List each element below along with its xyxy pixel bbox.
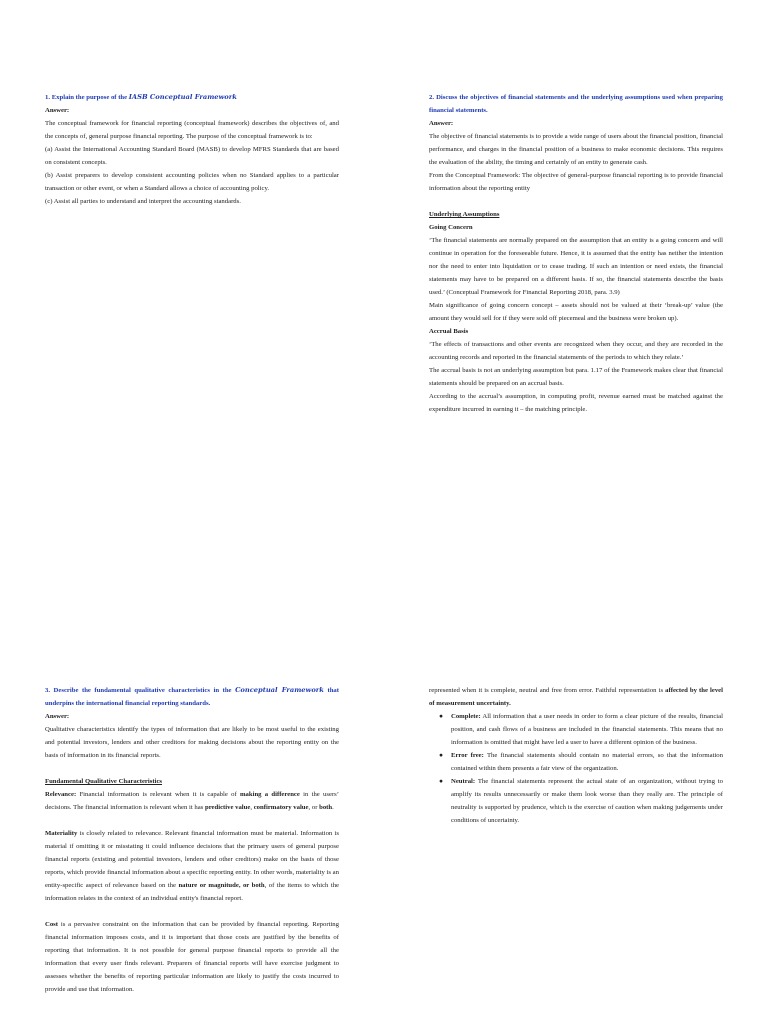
answer-label: Answer: xyxy=(429,120,454,127)
accrual-basis-matching: According to the accrual’s assumption, in computing profit, revenue earned must be matched against the expenditure incurred in earning it – the matching principle. xyxy=(429,393,723,413)
error-free-text: The financial statements should contain no material errors, so that the information contained within them presents a fair view of the organization. xyxy=(451,752,723,772)
faithful-representation-list xyxy=(429,710,723,827)
faithful-representation-intro xyxy=(429,684,723,710)
spacer xyxy=(45,905,339,918)
relevance-emphasis: making a difference xyxy=(239,791,300,798)
relevance-text: . xyxy=(332,804,334,811)
q2-paragraph-1: The objective of financial statements is to provide a wide range of users about the financial position, financial performance, and charges in the financial position of a business to make economic decisions. This requires the evaluation of the ability, the timing and certainly of an entity to generate cash. xyxy=(429,133,723,166)
question-3-text: 3. Describe the fundamental qualitative characteristics in the xyxy=(45,687,236,694)
q3-intro: Qualitative characteristics identify the types of information that are likely to be most useful to the existing and potential investors, lenders and other creditors for making decisions about the reporting entity on the basis of information in its financial reports. xyxy=(45,726,339,759)
spacer xyxy=(429,195,723,208)
faithful-representation-text: represented when it is complete, neutral and free from error. Faithful representation is xyxy=(429,687,666,694)
question-2-panel xyxy=(429,91,723,416)
materiality-paragraph xyxy=(45,827,339,905)
going-concern-quote: ‘The financial statements are normally prepared on the assumption that an entity is a going concern and will continue in operation for the foreseeable future. Hence, it is assumed that the entity has neither the intention nor the need to enter into liquidation or to cease trading. If such an intention or need exists, the financial statements may have to be prepared on a different basis. If so, the financial statements describe the basis used.’ (Conceptual Framework for Financial Reporting 2018, para. 3.9) xyxy=(429,237,723,296)
question-3-text-end: that underpins the international financial reporting standards. xyxy=(45,687,339,707)
complete-label: Complete: xyxy=(451,713,481,720)
q1-item-c: (c) Assist all parties to understand and interpret the accounting standards. xyxy=(45,198,241,205)
complete-text: All information that a user needs in order to form a clear picture of the results, financial position, and cash flows of a business are included in the financial statements. This means that no information is omitted that might have led a user to have a different opinion of the business. xyxy=(451,713,723,746)
question-1-text: 1. Explain the purpose of the xyxy=(45,94,129,101)
materiality-text: is closely related to relevance. Relevant financial information must be material. Information is material if omitting it or misstating it could influence decisions that the primary users of general purpose financial reports (existing and potential investors, lenders and other creditors) make on the basis of those reports, which provide financial information about a specific reporting entity. In other words, materiality is an entity-specific aspect of relevance based on the xyxy=(45,830,339,889)
question-1-script-term: IASB Conceptual Framework xyxy=(128,93,237,101)
relevance-label: Relevance: xyxy=(45,791,77,798)
list-item-complete xyxy=(439,710,723,749)
relevance-text: Financial information is relevant when it is capable of xyxy=(76,791,240,798)
q1-item-b: (b) Assist preparers to develop consistent accounting policies when no Standard applies to a particular transaction or other event, or when a Standard allows a choice of accounting policy. xyxy=(45,172,339,192)
materiality-label: Materiality xyxy=(45,830,78,837)
question-2-heading: 2. Discuss the objectives of financial statements and the underlying assumptions used when preparing financial statements. xyxy=(429,94,723,114)
accrual-basis-note: The accrual basis is not an underlying assumption but para. 1.17 of the Framework makes clear that financial statements should be prepared on an accrual basis. xyxy=(429,367,723,387)
bullet-icon: ● xyxy=(439,752,444,759)
relevance-emphasis: confirmatory value xyxy=(253,804,309,811)
list-item-error-free xyxy=(439,749,723,775)
bullet-icon: ● xyxy=(439,713,444,720)
relevance-text: , or xyxy=(308,804,320,811)
question-3-continued-panel xyxy=(429,684,723,827)
answer-label: Answer: xyxy=(45,713,70,720)
spacer xyxy=(45,762,339,775)
faithful-representation-emphasis: affected by the level of measurement uncertainty. xyxy=(429,687,724,707)
answer-label: Answer: xyxy=(45,107,70,114)
question-3-panel xyxy=(45,684,339,996)
q2-paragraph-2: From the Conceptual Framework: The objective of general-purpose financial reporting is to provide financial information about the reporting entity xyxy=(429,172,723,192)
relevance-emphasis: both xyxy=(319,804,333,811)
question-3-heading xyxy=(45,684,339,710)
neutral-text: The financial statements represent the actual state of an organization, without trying to amplify its results unnecessarily or make them look worse than they really are. The principle of neutrality is supported by prudence, which is the exercise of caution when making judgements under conditions of uncertainty. xyxy=(451,778,723,824)
cost-label: Cost xyxy=(45,921,59,928)
relevance-text: in the users’ decisions. The financial information is relevant when it has xyxy=(45,791,340,811)
accrual-basis-heading: Accrual Basis xyxy=(429,328,469,335)
cost-text: is a pervasive constraint on the information that can be provided by financial reporting. Reporting financial information imposes costs, and it is important that those costs are justified by the benefits of reporting that information. It is not possible for general purpose financial reports to provide all the information that every user finds relevant. Preparers of financial reports will have exercise judgment to assesses whether the benefits of reporting particular information are likely to justify the costs incurred to provide and use that information. xyxy=(45,921,339,993)
error-free-label: Error free: xyxy=(451,752,484,759)
question-3-script-term: Conceptual Framework xyxy=(235,686,324,694)
accrual-basis-quote: ‘The effects of transactions and other events are recognized when they occur, and they are recorded in the accounting records and reported in the financial statements of the periods to which they relate.’ xyxy=(429,341,723,361)
materiality-emphasis: nature or magnitude, or both xyxy=(178,882,265,889)
fqc-heading: Fundamental Qualitative Characteristics xyxy=(45,778,163,785)
underlying-assumptions-heading: Underlying Assumptions xyxy=(429,211,500,218)
question-1-heading xyxy=(45,91,339,104)
neutral-label: Neutral: xyxy=(451,778,476,785)
relevance-text: , xyxy=(250,804,254,811)
cost-paragraph xyxy=(45,918,339,996)
spacer xyxy=(45,814,339,827)
q1-item-a: (a) Assist the International Accounting Standard Board (MASB) to develop MFRS Standards that are based on consistent concepts. xyxy=(45,146,339,166)
relevance-paragraph xyxy=(45,788,339,814)
question-1-panel xyxy=(45,91,339,208)
bullet-icon: ● xyxy=(439,778,444,785)
relevance-emphasis: predictive value xyxy=(204,804,251,811)
list-item-neutral xyxy=(439,775,723,827)
q1-intro: The conceptual framework for financial reporting (conceptual framework) describes the objectives of, and the concepts of, general purpose financial reporting. The purpose of the conceptual framework is to: xyxy=(45,120,339,140)
materiality-text: , of the items to which the information relates in the context of an individual entity's financial report. xyxy=(45,882,340,902)
going-concern-heading: Going Concern xyxy=(429,224,473,231)
going-concern-significance: Main significance of going concern concept – assets should not be valued at their ‘break-up’ value (the amount they would sell for if they were sold off piecemeal and the business were broken up). xyxy=(429,302,723,322)
